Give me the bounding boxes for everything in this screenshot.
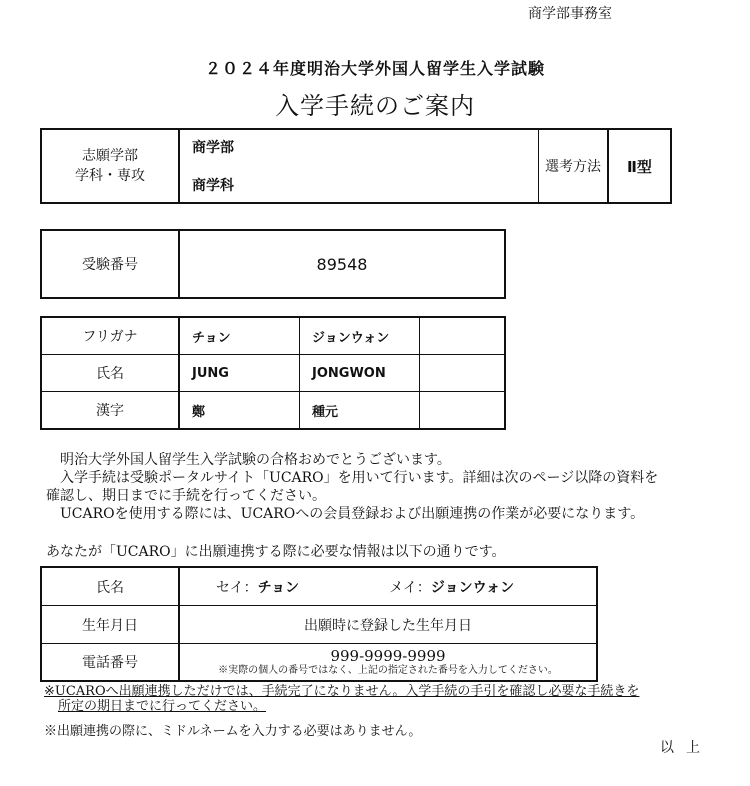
phone-note: ※実際の個人の番号ではなく、上記の指定された番号を入力してください。 (218, 665, 558, 676)
ucaro-warning-note (44, 684, 684, 714)
table-row (41, 606, 597, 644)
birth-date-label: 生年月日 (41, 606, 179, 644)
name-surname: JUNG (179, 355, 300, 392)
kanji-given-name: 種元 (300, 392, 420, 430)
exam-number-value: 89548 (179, 230, 505, 298)
document-subtitle: 入学手続のご案内 (275, 92, 475, 120)
selection-method-label: 選考方法 (539, 129, 609, 203)
middle-name-note: ※出願連携の際に、ミドルネームを入力する必要はありません。 (44, 724, 422, 739)
message-line: 確認し、期日までに手続を行ってください。 (46, 488, 326, 504)
phone-label: 電話番号 (41, 644, 179, 682)
note-line: ※UCAROへ出願連携しただけでは、手続完了になりません。入学手続の手引を確認し必要な手続きを (44, 684, 640, 699)
sei-label: セイ： (216, 579, 258, 596)
office-name: 商学部事務室 (528, 6, 612, 22)
name-table (40, 316, 506, 430)
table-row (41, 567, 597, 606)
sei-group (216, 577, 299, 597)
ucaro-info-table (40, 566, 598, 682)
info-name-label: 氏名 (41, 567, 179, 606)
department-label: 学科・専攻 (75, 168, 145, 184)
message-line: 明治大学外国人留学生入学試験の合格おめでとうございます。 (60, 452, 451, 468)
sei-value: チョン (257, 579, 300, 596)
mei-label: メイ： (389, 579, 431, 596)
furigana-label: フリガナ (41, 317, 179, 355)
empty-cell (420, 317, 506, 355)
name-label: 氏名 (41, 355, 179, 392)
info-name-value (179, 567, 597, 606)
table-row (41, 317, 505, 355)
kanji-label: 漢字 (41, 392, 179, 430)
phone-number: 999-9999-9999 (330, 647, 446, 665)
furigana-given-name: ジョンウォン (300, 317, 420, 355)
document-title: ２０２４年度明治大学外国人留学生入学試験 (204, 59, 545, 78)
exam-number-label: 受験番号 (41, 230, 179, 298)
selection-method-value: Ⅱ型 (608, 129, 671, 203)
empty-cell (420, 355, 506, 392)
congratulations-message (46, 451, 736, 523)
mei-group (389, 577, 514, 597)
closing-text: 以上 (660, 740, 712, 756)
faculty-value-cell (179, 129, 539, 203)
faculty-label-cell (41, 129, 179, 203)
message-line: 入学手続は受験ポータルサイト「UCARO」を用いて行います。詳細は次のページ以降の資料を (60, 470, 659, 486)
faculty-value: 商学部 (192, 140, 234, 156)
mei-value: ジョンウォン (430, 579, 515, 596)
faculty-table (40, 128, 672, 204)
empty-cell (420, 392, 506, 430)
department-value: 商学科 (192, 178, 234, 194)
table-row (41, 355, 505, 392)
info-intro: あなたが「UCARO」に出願連携する際に必要な情報は以下の通りです。 (46, 544, 506, 560)
furigana-surname: チョン (179, 317, 300, 355)
note-line: 所定の期日までに行ってください。 (58, 699, 267, 714)
exam-number-table (40, 229, 506, 299)
table-row (41, 644, 597, 682)
birth-date-value: 出願時に登録した生年月日 (179, 606, 597, 644)
faculty-label: 志願学部 (82, 148, 138, 164)
phone-value-cell (179, 644, 597, 682)
message-line: UCAROを使用する際には、UCAROへの会員登録および出願連携の作業が必要になります。 (60, 506, 645, 522)
table-row (41, 392, 505, 430)
kanji-surname: 鄭 (179, 392, 300, 430)
name-given-name: JONGWON (300, 355, 420, 392)
